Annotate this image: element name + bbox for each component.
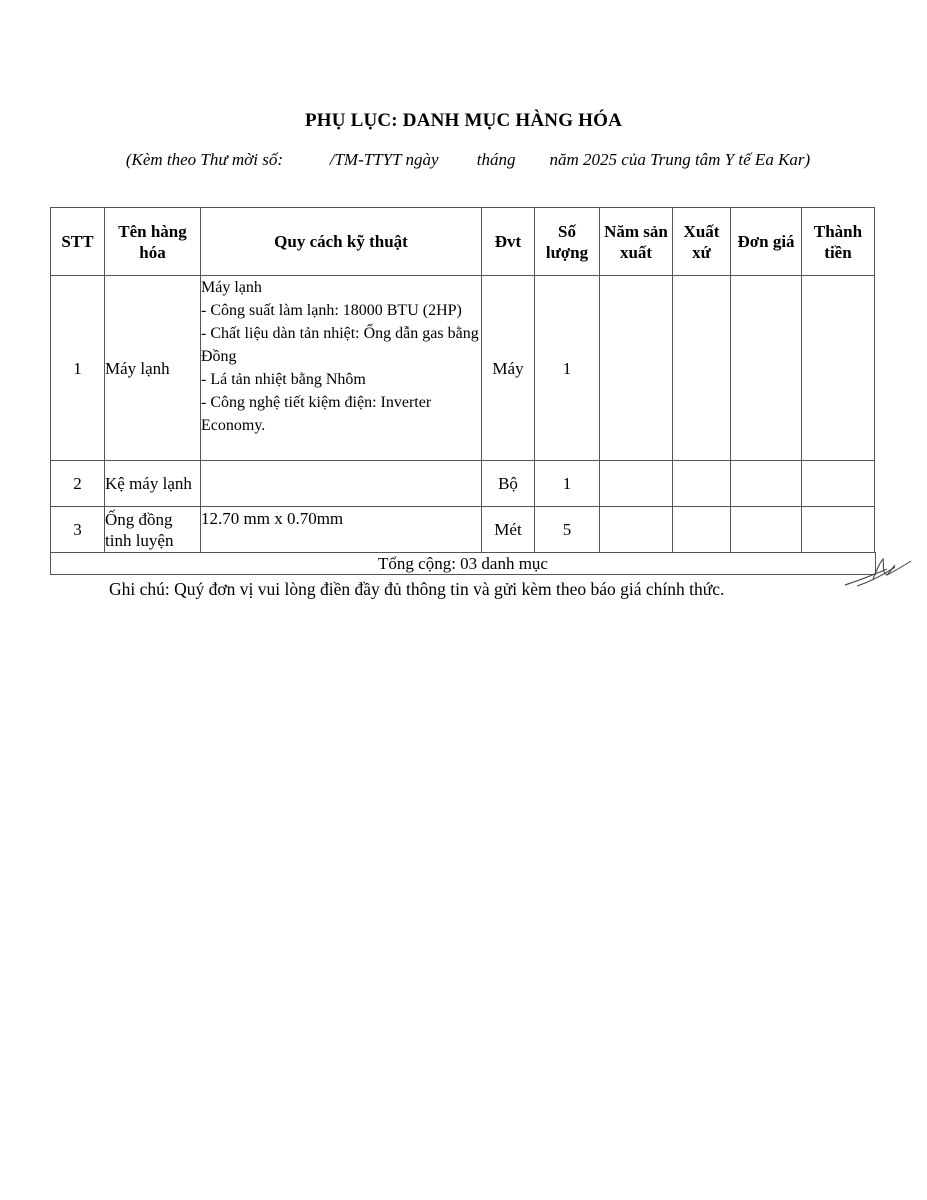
row-unit-price (731, 461, 802, 507)
row-unit: Máy (482, 276, 535, 461)
total-row: Tổng cộng: 03 danh mục (50, 552, 876, 575)
row-stt: 1 (51, 276, 105, 461)
row-specification (201, 507, 482, 553)
header-stt: STT (51, 208, 105, 276)
spec-line: - Công suất làm lạnh: 18000 BTU (2HP) (201, 302, 462, 319)
goods-table (50, 207, 875, 553)
spec-line: - Chất liệu dàn tản nhiệt: Ống dẫn gas bằng Đồng (201, 325, 479, 365)
header-manufacture-year: Năm sản xuất (600, 208, 673, 276)
row-unit-price (731, 276, 802, 461)
row-amount (802, 507, 875, 553)
header-quantity: Số lượng (535, 208, 600, 276)
row-origin (673, 507, 731, 553)
table-row (51, 276, 875, 461)
table-row (51, 507, 875, 553)
header-unit-price: Đơn giá (731, 208, 802, 276)
row-item-name: Máy lạnh (105, 276, 201, 461)
row-quantity: 1 (535, 276, 600, 461)
spec-line: Máy lạnh (201, 279, 262, 296)
header-unit: Đvt (482, 208, 535, 276)
row-amount (802, 276, 875, 461)
table-header-row (51, 208, 875, 276)
row-manufacture-year (600, 276, 673, 461)
spec-line: - Công nghệ tiết kiệm điện: Inverter Economy. (201, 394, 432, 434)
header-specification: Quy cách kỹ thuật (201, 208, 482, 276)
row-origin (673, 461, 731, 507)
header-origin: Xuất xứ (673, 208, 731, 276)
row-unit-price (731, 507, 802, 553)
row-item-name: Ống đồng tinh luyện (105, 507, 201, 553)
row-origin (673, 276, 731, 461)
spec-line: 12.70 mm x 0.70mm (201, 509, 344, 528)
row-manufacture-year (600, 507, 673, 553)
document-subtitle: (Kèm theo Thư mời số: /TM-TTYT ngày tháng năm 2025 của Trung tâm Y tế Ea Kar) (125, 150, 811, 169)
row-amount (802, 461, 875, 507)
table-row (51, 461, 875, 507)
header-item-name: Tên hàng hóa (105, 208, 201, 276)
row-item-name: Kệ máy lạnh (105, 461, 201, 507)
row-manufacture-year (600, 461, 673, 507)
row-quantity: 1 (535, 461, 600, 507)
row-stt: 3 (51, 507, 105, 553)
row-unit: Mét (482, 507, 535, 553)
row-specification (201, 276, 482, 461)
header-amount: Thành tiền (802, 208, 875, 276)
row-stt: 2 (51, 461, 105, 507)
spec-line: - Lá tản nhiệt bằng Nhôm (201, 371, 366, 388)
row-quantity: 5 (535, 507, 600, 553)
row-unit: Bộ (482, 461, 535, 507)
note-text: Ghi chú: Quý đơn vị vui lòng điền đầy đủ thông tin và gửi kèm theo báo giá chính thức. (109, 579, 725, 599)
document-title: PHỤ LỤC: DANH MỤC HÀNG HÓA (304, 110, 623, 131)
handwritten-signature (843, 555, 913, 593)
row-specification (201, 461, 482, 507)
